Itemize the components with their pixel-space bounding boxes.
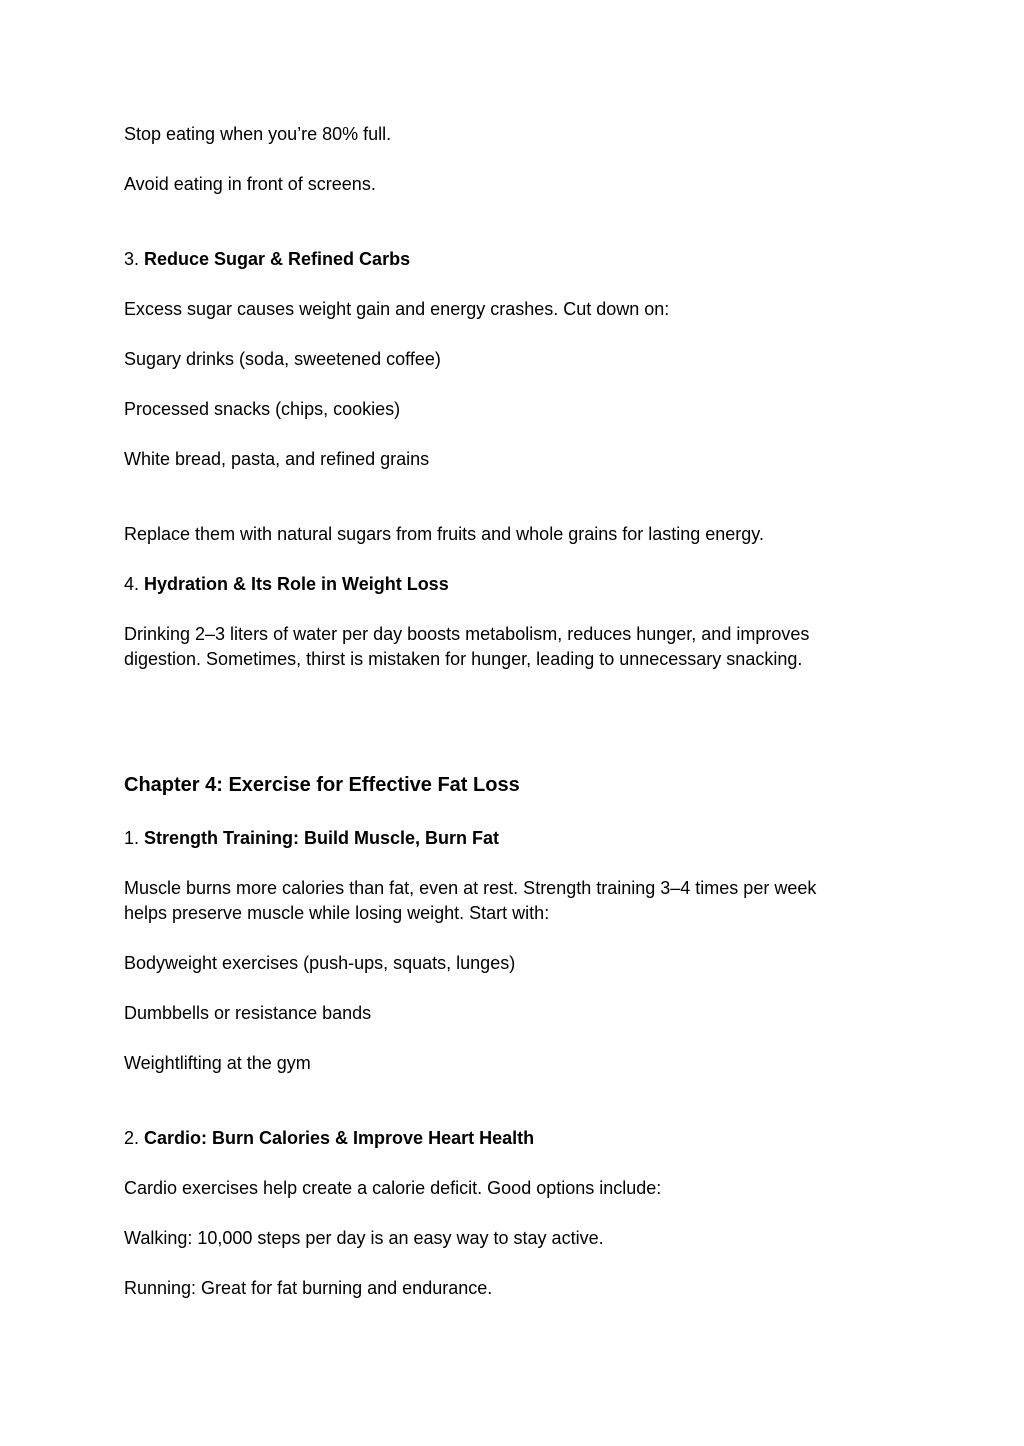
paragraph-muscle-burns-line2: helps preserve muscle while losing weight. Start with: [124, 903, 550, 923]
list-item-walking: Walking: 10,000 steps per day is an easy way to stay active. [124, 1228, 604, 1248]
section-heading-strength-training [124, 826, 884, 851]
section-number: 4. [124, 574, 145, 594]
paragraph-avoid-screens: Avoid eating in front of screens. [124, 174, 376, 194]
paragraph-cardio-exercises: Cardio exercises help create a calorie deficit. Good options include: [124, 1178, 662, 1198]
paragraph-stop-eating: Stop eating when you’re 80% full. [124, 124, 392, 144]
section-heading-cardio [124, 1126, 884, 1151]
list-item-white-bread: White bread, pasta, and refined grains [124, 449, 430, 469]
list-item-processed-snacks: Processed snacks (chips, cookies) [124, 399, 401, 419]
list-item-sugary-drinks: Sugary drinks (soda, sweetened coffee) [124, 349, 441, 369]
list-item-bodyweight: Bodyweight exercises (push-ups, squats, lunges) [124, 953, 516, 973]
list-item-dumbbells: Dumbbells or resistance bands [124, 1003, 372, 1023]
paragraph-drinking-water-line2: digestion. Sometimes, thirst is mistaken for hunger, leading to unnecessary snacking. [124, 649, 803, 669]
section-number: 1. [124, 828, 145, 848]
section-title: Reduce Sugar & Refined Carbs [144, 249, 411, 269]
section-title: Strength Training: Build Muscle, Burn Fat [144, 828, 500, 848]
section-number: 2. [124, 1128, 145, 1148]
chapter-title: Chapter 4: Exercise for Effective Fat Loss [124, 774, 520, 796]
paragraph-replace-them: Replace them with natural sugars from fruits and whole grains for lasting energy. [124, 524, 764, 544]
paragraph-excess-sugar: Excess sugar causes weight gain and energy crashes. Cut down on: [124, 299, 670, 319]
section-heading-reduce-sugar [124, 247, 884, 272]
list-item-running: Running: Great for fat burning and endurance. [124, 1278, 493, 1298]
paragraph-drinking-water-line1: Drinking 2–3 liters of water per day boosts metabolism, reduces hunger, and improves [124, 624, 810, 644]
section-number: 3. [124, 249, 145, 269]
paragraph-muscle-burns-line1: Muscle burns more calories than fat, even at rest. Strength training 3–4 times per week [124, 878, 817, 898]
list-item-weightlifting: Weightlifting at the gym [124, 1053, 311, 1073]
section-heading-hydration [124, 572, 884, 597]
section-title: Cardio: Burn Calories & Improve Heart Health [144, 1128, 535, 1148]
section-title: Hydration & Its Role in Weight Loss [144, 574, 449, 594]
